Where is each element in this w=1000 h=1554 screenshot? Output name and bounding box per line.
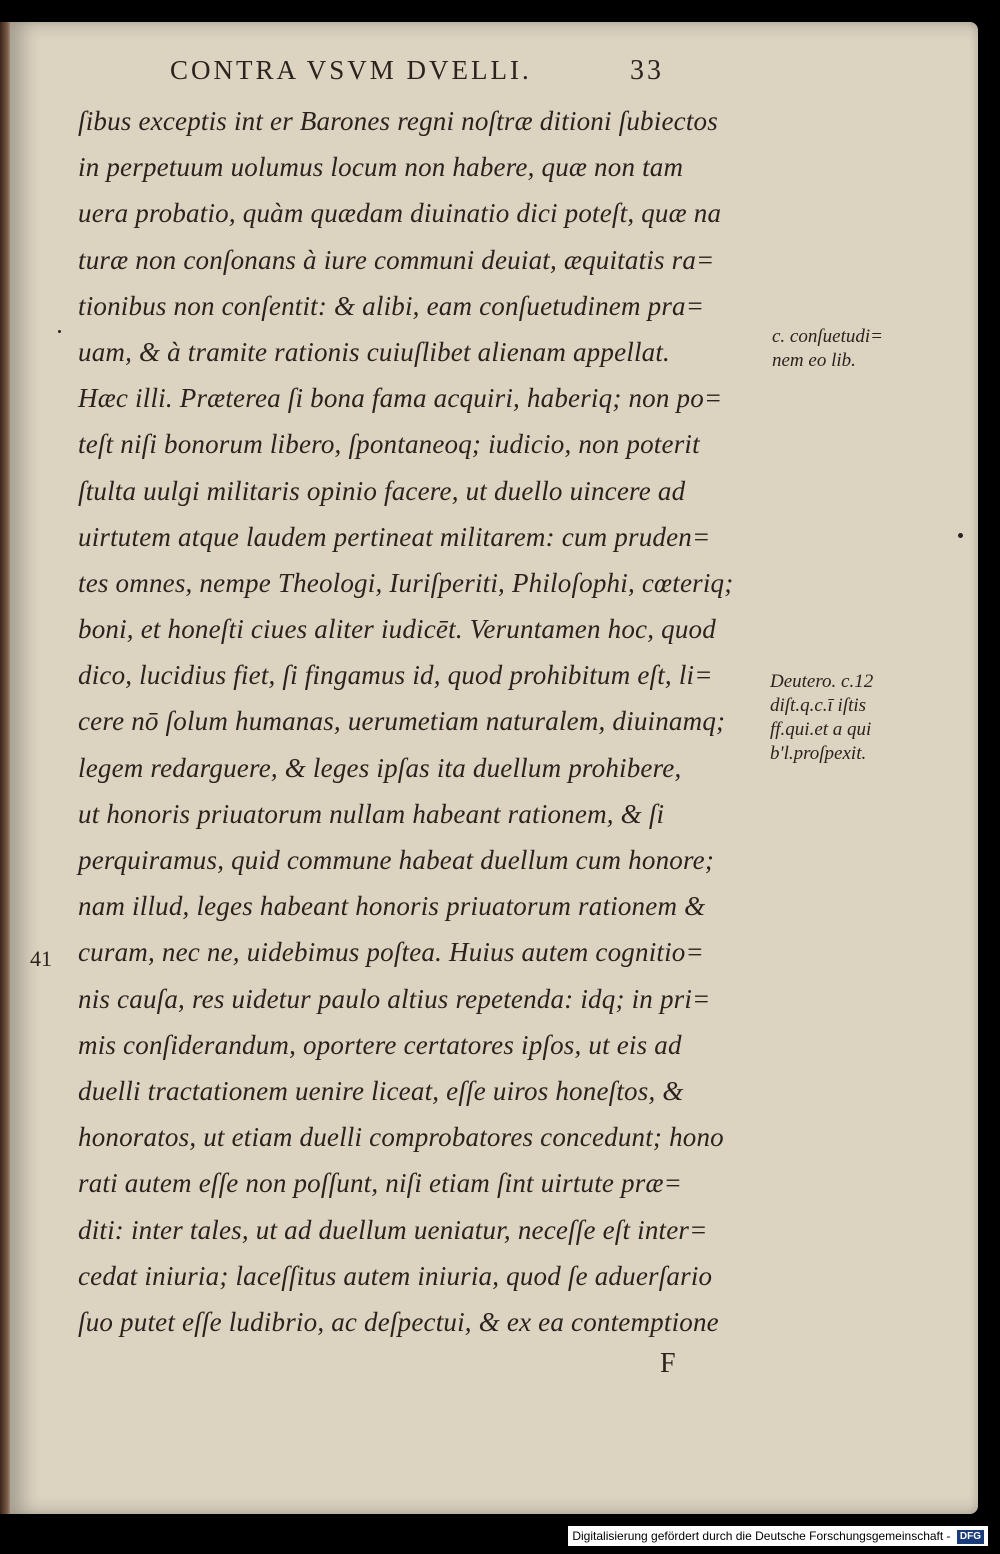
- text-line: in perpetuum uolumus locum non habere, quæ non tam: [78, 152, 684, 183]
- dfg-logo: DFG: [957, 1530, 984, 1544]
- text-line: nam illud, leges habeant honoris priuatorum rationem &: [78, 891, 706, 922]
- text-line: boni, et honeſti ciues aliter iudicēt. Veruntamen hoc, quod: [78, 614, 716, 645]
- text-line: cere nō ſolum humanas, uerumetiam naturalem, diuinamq;: [78, 706, 726, 737]
- text-line: mis conſiderandum, oportere certatores ipſos, ut eis ad: [78, 1029, 682, 1060]
- margin-note-line: diſt.q.c.ī iſtis: [770, 695, 867, 716]
- text-line: rati autem eſſe non poſſunt, niſi etiam ſint uirtute præ=: [78, 1168, 683, 1199]
- text-line: uera probatio, quàm quædam diuinatio dici poteſt, quæ na: [78, 198, 722, 229]
- running-title: CONTRA VSVM DVELLI.: [170, 55, 532, 85]
- text-line: dico, lucidius fiet, ſi fingamus id, quod prohibitum eſt, li=: [78, 660, 713, 691]
- text-line: uirtutem atque laudem pertineat militarem: cum pruden=: [78, 521, 711, 552]
- footer-text: Digitalisierung gefördert durch die Deutsche Forschungsgemeinschaft -: [572, 1529, 951, 1543]
- text-line: ut honoris priuatorum nullam habeant rationem, & ſi: [78, 798, 665, 829]
- footer-credit: [568, 1526, 988, 1546]
- margin-note-line: Deutero. c.12: [770, 671, 874, 692]
- ink-speck: [958, 533, 963, 538]
- text-line: honoratos, ut etiam duelli comprobatores concedunt; hono: [78, 1122, 724, 1153]
- text-line: curam, nec ne, uidebimus poſtea. Huius autem cognitio=: [78, 937, 704, 968]
- text-line: turæ non conſonans à iure communi deuiat, æquitatis ra=: [78, 244, 715, 275]
- text-line: Hæc illi. Præterea ſi bona fama acquiri, haberiq; non po=: [78, 383, 723, 414]
- text-line: duelli tractationem uenire liceat, eſſe uiros honeſtos, &: [78, 1075, 684, 1106]
- page-number: 33: [630, 55, 664, 86]
- margin-note-line: b'l.proſpexit.: [770, 743, 867, 764]
- margin-note-line: nem eo lib.: [772, 350, 856, 371]
- margin-note: [772, 325, 883, 373]
- text-line: perquiramus, quid commune habeat duellum cum honore;: [78, 845, 715, 875]
- text-line: tes omnes, nempe Theologi, Iuriſperiti, Philoſophi, cœteriq;: [78, 567, 734, 598]
- text-line: nis cauſa, res uidetur paulo altius repetenda: idq; in pri=: [78, 983, 711, 1014]
- text-line: ſtulta uulgi militaris opinio facere, ut duello uincere ad: [78, 475, 686, 506]
- margin-note-line: c. conſuetudi=: [772, 326, 883, 347]
- main-text-block: [78, 98, 778, 1345]
- text-line: cedat iniuria; laceſſitus autem iniuria, quod ſe aduerſario: [78, 1260, 713, 1291]
- line-number: 41: [30, 946, 52, 971]
- text-line: ſibus exceptis int er Barones regni noſtræ ditioni ſubiectos: [78, 106, 718, 136]
- ink-speck: [58, 330, 61, 333]
- text-line: ſuo putet eſſe ludibrio, ac deſpectui, & ex ea contemptione: [78, 1306, 719, 1337]
- text-line: legem redarguere, & leges ipſas ita duellum prohibere,: [78, 752, 682, 783]
- text-line: tionibus non conſentit: & alibi, eam conſuetudinem pra=: [78, 290, 705, 321]
- running-header: [170, 55, 690, 95]
- margin-note: [770, 670, 873, 766]
- text-line: teſt niſi bonorum libero, ſpontaneoq; iudicio, non poterit: [78, 429, 700, 460]
- margin-note-line: ff.qui.et a qui: [770, 719, 872, 740]
- text-line: diti: inter tales, ut ad duellum ueniatur, neceſſe eſt inter=: [78, 1214, 708, 1245]
- signature-mark: F: [660, 1348, 676, 1379]
- text-line: uam, & à tramite rationis cuiuſlibet alienam appellat.: [78, 336, 671, 367]
